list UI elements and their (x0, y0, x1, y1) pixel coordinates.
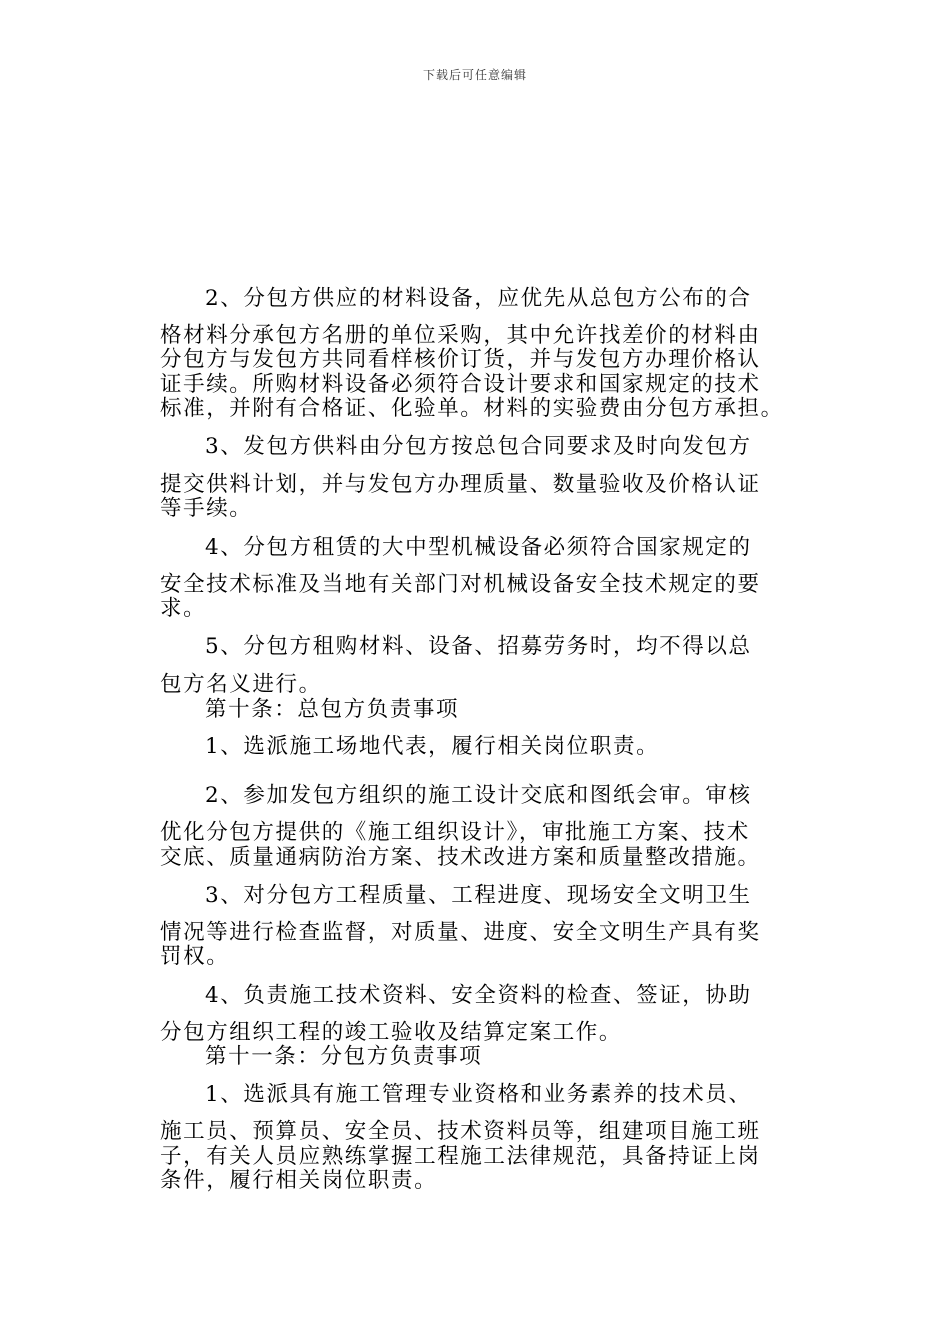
paragraph-line: 优化分包方提供的《施工组织设计》，审批施工方案、技术 (160, 820, 750, 845)
paragraph-line: 格材料分承包方名册的单位采购，其中允许找差价的材料由 (160, 323, 761, 348)
paragraph-line: 分包方与发包方共同看样核价订货，并与发包方办理价格认 (160, 347, 761, 372)
paragraph-line: 3、对分包方工程质量、工程进度、现场安全文明卫生 (205, 883, 752, 908)
paragraph-line: 证手续。所购材料设备必须符合设计要求和国家规定的技术 (160, 372, 761, 397)
paragraph-line: 罚权。 (160, 944, 230, 969)
paragraph-line: 5、分包方租购材料、设备、招募劳务时，均不得以总 (205, 634, 752, 659)
paragraph-line: 3、发包方供料由分包方按总包合同要求及时向发包方 (205, 434, 752, 459)
paragraph-line: 2、参加发包方组织的施工设计交底和图纸会审。审核 (205, 783, 752, 808)
paragraph-line: 2、分包方供应的材料设备，应优先从总包方公布的合 (205, 286, 752, 311)
paragraph-line: 情况等进行检查监督，对质量、进度、安全文明生产具有奖 (160, 920, 761, 945)
paragraph-line: 等手续。 (160, 496, 253, 521)
paragraph-line: 4、分包方租赁的大中型机械设备必须符合国家规定的 (205, 535, 752, 560)
paragraph-line: 施工员、预算员、安全员、技术资料员等，组建项目施工班 (160, 1119, 761, 1144)
paragraph-line: 求。 (160, 596, 207, 621)
paragraph-line: 条件，履行相关岗位职责。 (160, 1168, 438, 1193)
article-heading: 第十一条：分包方负责事项 (205, 1044, 483, 1069)
paragraph-line: 4、负责施工技术资料、安全资料的检查、签证，协助 (205, 983, 752, 1008)
paragraph-line: 包方名义进行。 (160, 672, 322, 697)
paragraph-line: 交底、质量通病防治方案、技术改进方案和质量整改措施。 (160, 845, 761, 870)
paragraph-line: 安全技术标准及当地有关部门对机械设备安全技术规定的要 (160, 572, 761, 597)
paragraph-line: 分包方组织工程的竣工验收及结算定案工作。 (160, 1020, 623, 1045)
paragraph-line: 提交供料计划，并与发包方办理质量、数量验收及价格认证 (160, 472, 761, 497)
paragraph-line: 标准，并附有合格证、化验单。材料的实验费由分包方承担。 (160, 396, 784, 421)
paragraph-line: 1、选派施工场地代表，履行相关岗位职责。 (205, 734, 660, 759)
page-header: 下载后可任意编辑 (422, 68, 527, 82)
paragraph-line: 子，有关人员应熟练掌握工程施工法律规范，具备持证上岗 (160, 1144, 761, 1169)
article-heading: 第十条：总包方负责事项 (205, 697, 460, 722)
paragraph-line: 1、选派具有施工管理专业资格和业务素养的技术员、 (205, 1082, 752, 1107)
